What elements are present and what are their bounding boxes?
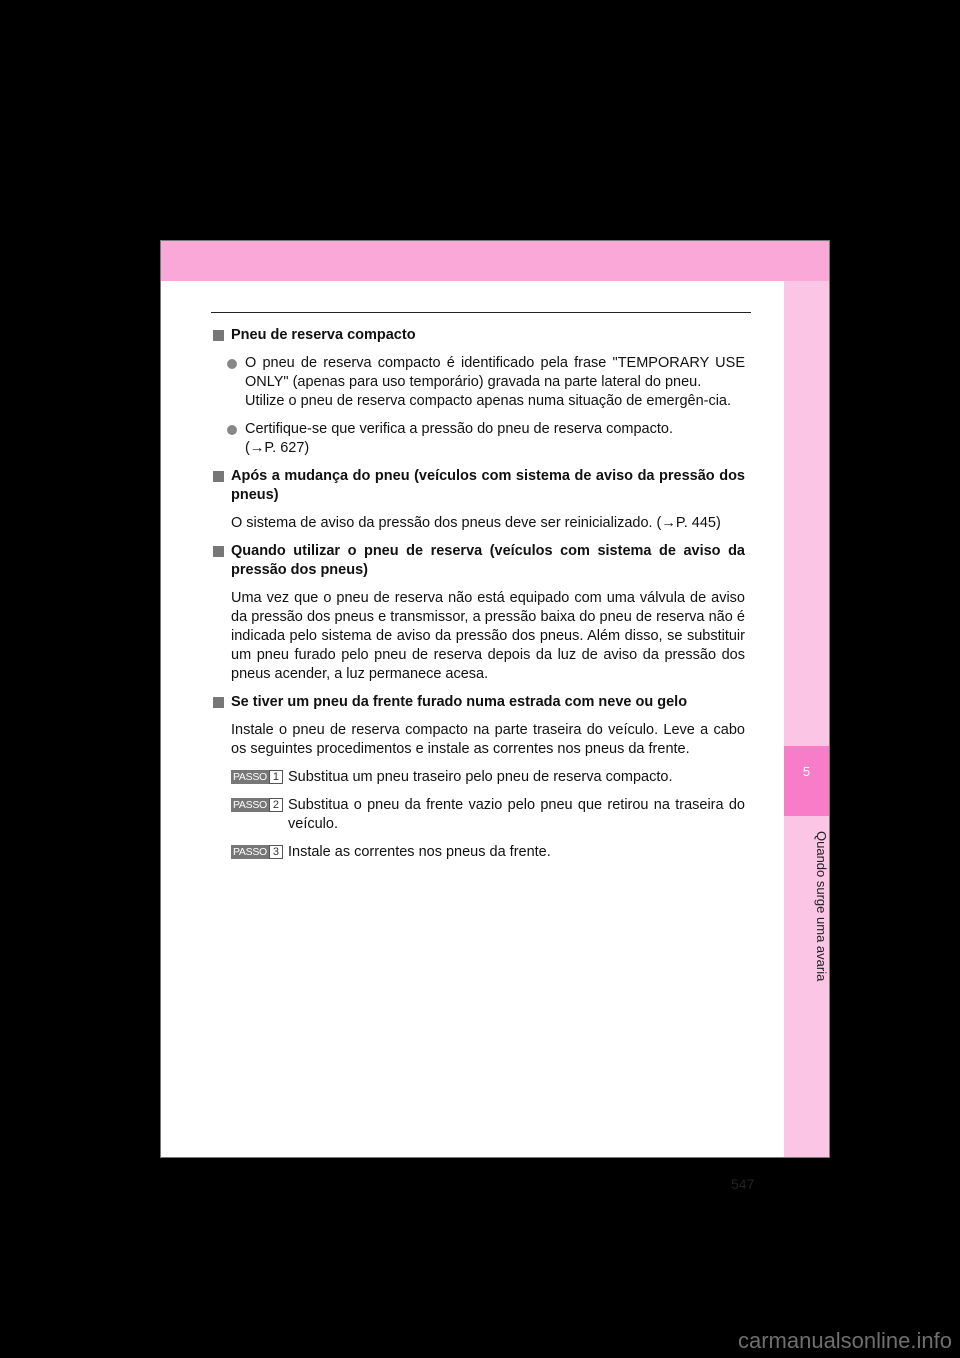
- step-number: 2: [269, 798, 283, 812]
- step-badge: [231, 798, 283, 812]
- square-bullet-icon: [213, 697, 224, 708]
- chapter-number: 5: [802, 764, 811, 779]
- step-label: PASSO: [233, 846, 267, 858]
- header-band: [161, 241, 829, 281]
- section-heading: [213, 326, 745, 345]
- chapter-title: Quando surge uma avaria: [814, 830, 829, 982]
- page-number: 547: [731, 1176, 755, 1192]
- section-heading: [213, 467, 745, 505]
- bullet-text: Utilize o pneu de reserva compacto apenas numa situação de emergên-cia.: [245, 393, 732, 409]
- step-text: Substitua um pneu traseiro pelo pneu de reserva compacto.: [288, 769, 673, 785]
- bullet-text: O pneu de reserva compacto é identificado pela frase "TEMPORARY USE ONLY" (apenas para uso temporário) gravada na parte lateral do pneu.: [245, 355, 745, 390]
- chapter-tab-marker: [784, 746, 829, 816]
- step-text: Substitua o pneu da frente vazio pelo pneu que retirou na traseira do veículo.: [288, 797, 745, 832]
- paragraph: O sistema de aviso da pressão dos pneus deve ser reinicializado. (→P. 445): [231, 515, 721, 531]
- step-badge: [231, 770, 283, 784]
- step-item: [213, 843, 745, 862]
- bullet-item: [213, 420, 745, 458]
- step-label: PASSO: [233, 799, 267, 811]
- circle-bullet-icon: [227, 359, 237, 369]
- watermark-url: carmanualsonline.info: [737, 1328, 952, 1353]
- circle-bullet-icon: [227, 425, 237, 435]
- section-title: Após a mudança do pneu (veículos com sistema de aviso da pressão dos pneus): [231, 468, 745, 503]
- page-content: [213, 326, 745, 871]
- step-badge: [231, 845, 283, 859]
- square-bullet-icon: [213, 471, 224, 482]
- bullet-text: Certifique-se que verifica a pressão do pneu de reserva compacto.: [245, 421, 673, 437]
- section-title: Quando utilizar o pneu de reserva (veículos com sistema de aviso da pressão dos pneus): [231, 543, 745, 578]
- step-item: [213, 796, 745, 834]
- step-number: 1: [269, 770, 283, 784]
- step-item: [213, 768, 745, 787]
- section-heading: [213, 693, 745, 712]
- step-number: 3: [269, 845, 283, 859]
- square-bullet-icon: [213, 546, 224, 557]
- step-label: PASSO: [233, 771, 267, 783]
- section-heading: [213, 542, 745, 580]
- bullet-item: [213, 354, 745, 411]
- step-text: Instale as correntes nos pneus da frente.: [288, 844, 551, 860]
- manual-page: [160, 240, 830, 1192]
- section-title: Se tiver um pneu da frente furado numa estrada com neve ou gelo: [231, 694, 688, 710]
- paragraph: Instale o pneu de reserva compacto na parte traseira do veículo. Leve a cabo os seguintes procedimentos e instale as correntes nos pneus da frente.: [231, 722, 745, 757]
- square-bullet-icon: [213, 330, 224, 341]
- header-rule: [211, 312, 751, 313]
- chapter-side-tab: [784, 281, 829, 1157]
- page-reference: (→P. 627): [245, 440, 310, 456]
- section-title: Pneu de reserva compacto: [231, 327, 416, 343]
- paragraph: Uma vez que o pneu de reserva não está equipado com uma válvula de aviso da pressão dos pneus e transmissor, a pressão baixa do pneu de reserva não é indicada pelo sistema de aviso da pressão dos pneus. Além disso, se substituir um pneu furado pelo pneu de reserva depois da luz de aviso da pressão dos pneus acender, a luz permanece acesa.: [231, 590, 745, 682]
